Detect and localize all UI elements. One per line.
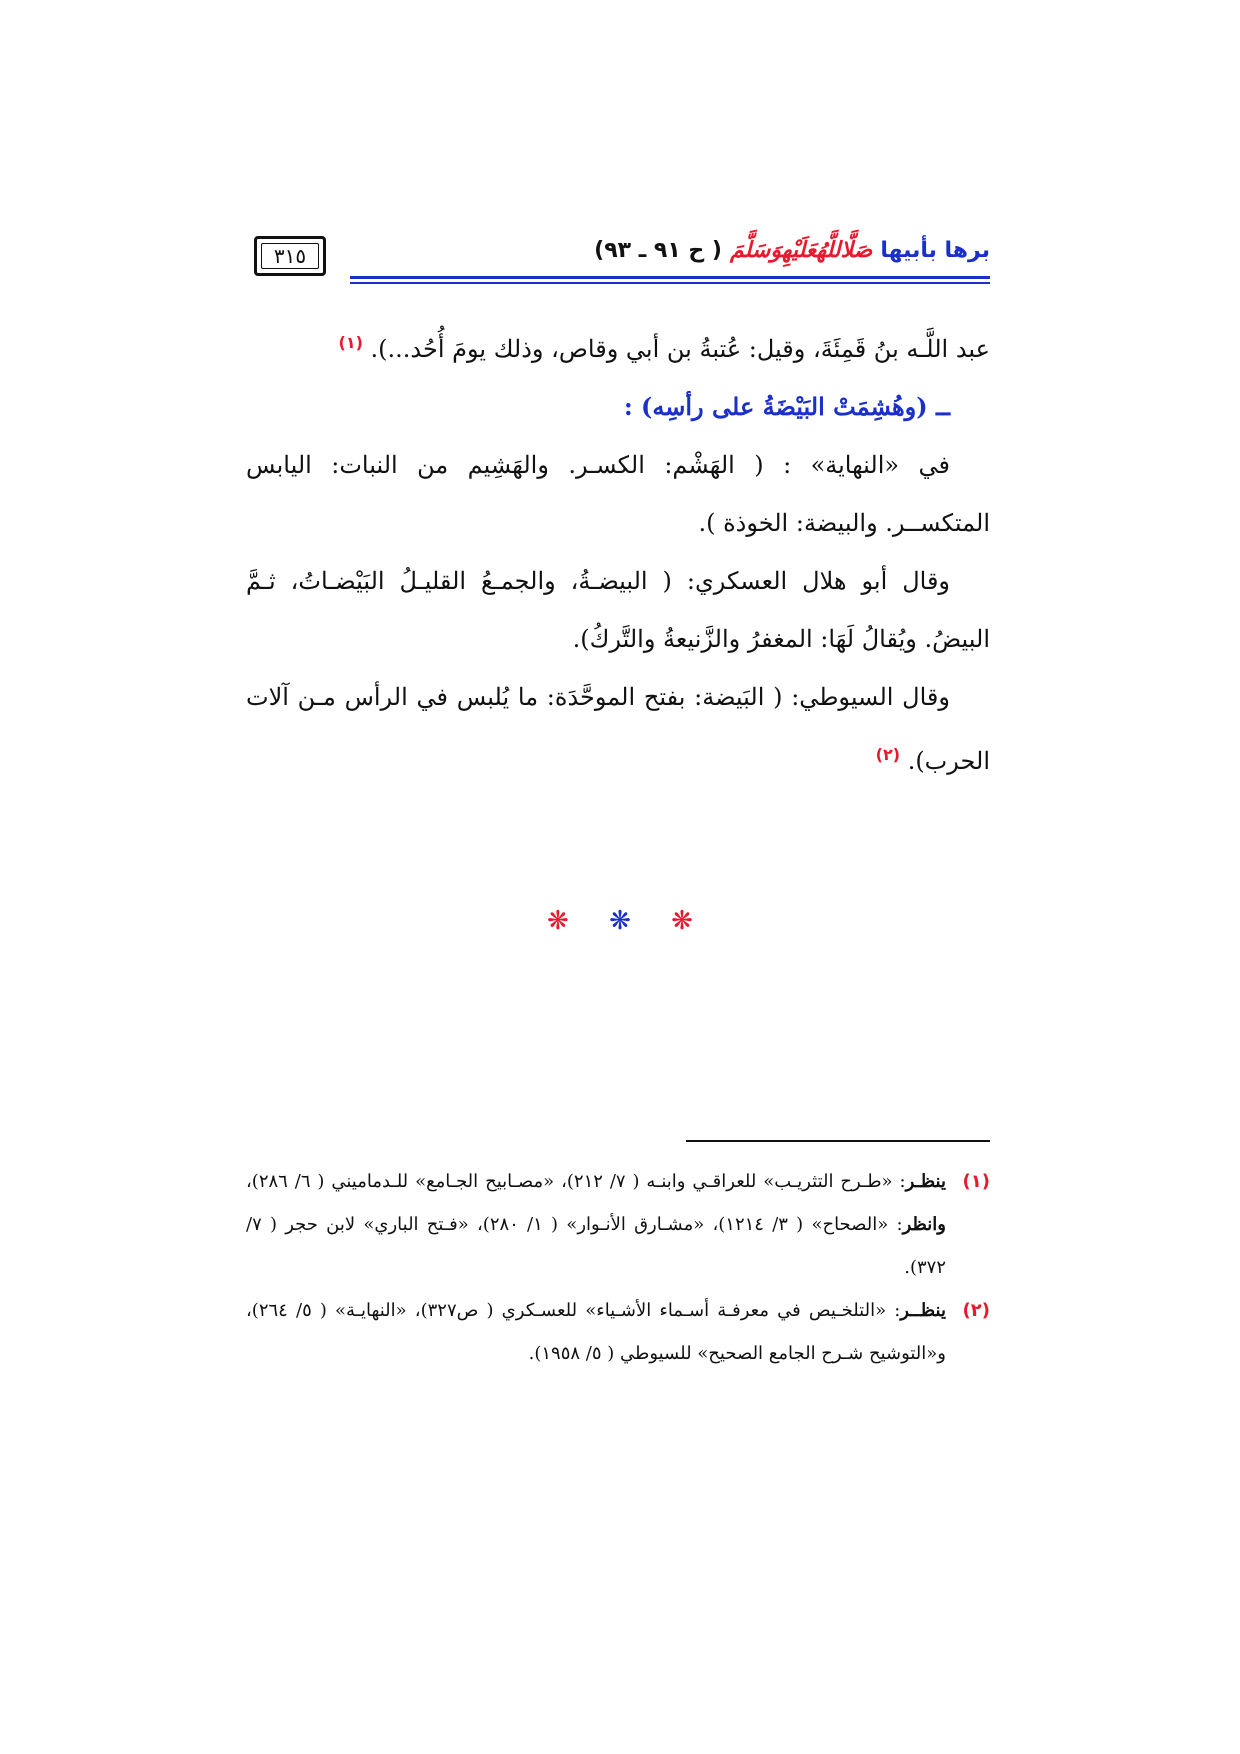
footnote-ref-2: (٢) [875, 745, 901, 764]
footnote-lead: ينظـر [905, 1171, 946, 1192]
paragraph-3: وقال أبو هلال العسكري: ( البيضـةُ، والجمـعُ القليـلُ البَيْضـاتُ، ثـمَّ البيضُ. ويُقالُ لَهَا: المغفرُ والزَّنيعةُ والتَّركُ). [246, 567, 990, 653]
header-double-rule [350, 276, 990, 284]
page-number-box [254, 236, 326, 276]
header-honorific: صَلَّاللَّهُعَلَيْهِوَسَلَّمَ [729, 238, 873, 263]
page-number: ٣١٥ [261, 243, 319, 269]
footnote-divider [686, 1140, 990, 1142]
section-heading: ــ (وهُشِمَتْ البَيْضَةُ على رأسِه) : [623, 392, 950, 421]
footnote-2 [246, 1289, 990, 1375]
separator-star-icon: ❋ [609, 906, 631, 936]
footnote-lead: وانظر [902, 1214, 946, 1235]
paragraph-4-text: وقال السيوطي: ( البَيضة: بفتح الموحَّدَة: ما يُلبس في الرأس مـن آلات الحرب). [246, 683, 990, 775]
header-hadith-range: ( ح ٩١ ـ ٩٣) [594, 238, 722, 263]
main-text [246, 314, 990, 790]
footnote-number: (٢) [962, 1300, 990, 1321]
paragraph-2: في «النهاية» : ( الهَشْم: الكسـر. والهَشِيم من النبات: اليابس المتكســر. والبيضة: الخوذة ). [246, 451, 990, 537]
footnote-text: : «التلخـيص في معرفـة أسـماء الأشـياء» للعسـكري ( ص٣٢٧)، «النهايـة» ( ٥/ ٢٦٤)، و«التوشيح شـرح الجامع الصحيح» للسيوطي ( ٥/ ١٩٥٨). [246, 1300, 946, 1364]
paragraph-1-text: عبد اللَّـه بنُ قَمِئَةَ، وقيل: عُتبةُ بن أبي وقاص، وذلك يومَ أُحُد...). [370, 335, 990, 363]
footnotes [246, 1160, 990, 1375]
paragraph-1 [246, 314, 990, 378]
paragraph-4 [246, 668, 990, 790]
header-rule-thick [350, 276, 990, 279]
header-title-main: برها بأبيها [880, 238, 990, 263]
footnote-1 [246, 1160, 990, 1289]
separator-star-icon: ❋ [671, 906, 693, 936]
footnote-lead: ينظــر [900, 1300, 946, 1321]
separator-star-icon: ❋ [547, 906, 569, 936]
footnote-text: : «الصحاح» ( ٣/ ١٢١٤)، «مشـارق الأنـوار» ( ١/ ٢٨٠)، «فـتح الباري» لابن حجر ( ٧/ ٣٧٢). [246, 1214, 946, 1278]
footnote-number: (١) [962, 1171, 990, 1192]
section-separator [0, 906, 1240, 936]
footnote-text: : «طـرح التثريـب» للعراقـي وابنـه ( ٧/ ٢١٢)، «مصـابيح الجـامع» للـدماميني ( ٦/ ٢٨٦)، [246, 1171, 906, 1192]
header-title [594, 238, 990, 263]
header-rule-thin [350, 282, 990, 284]
footnote-ref-1: (١) [338, 333, 363, 352]
running-header [254, 236, 990, 284]
